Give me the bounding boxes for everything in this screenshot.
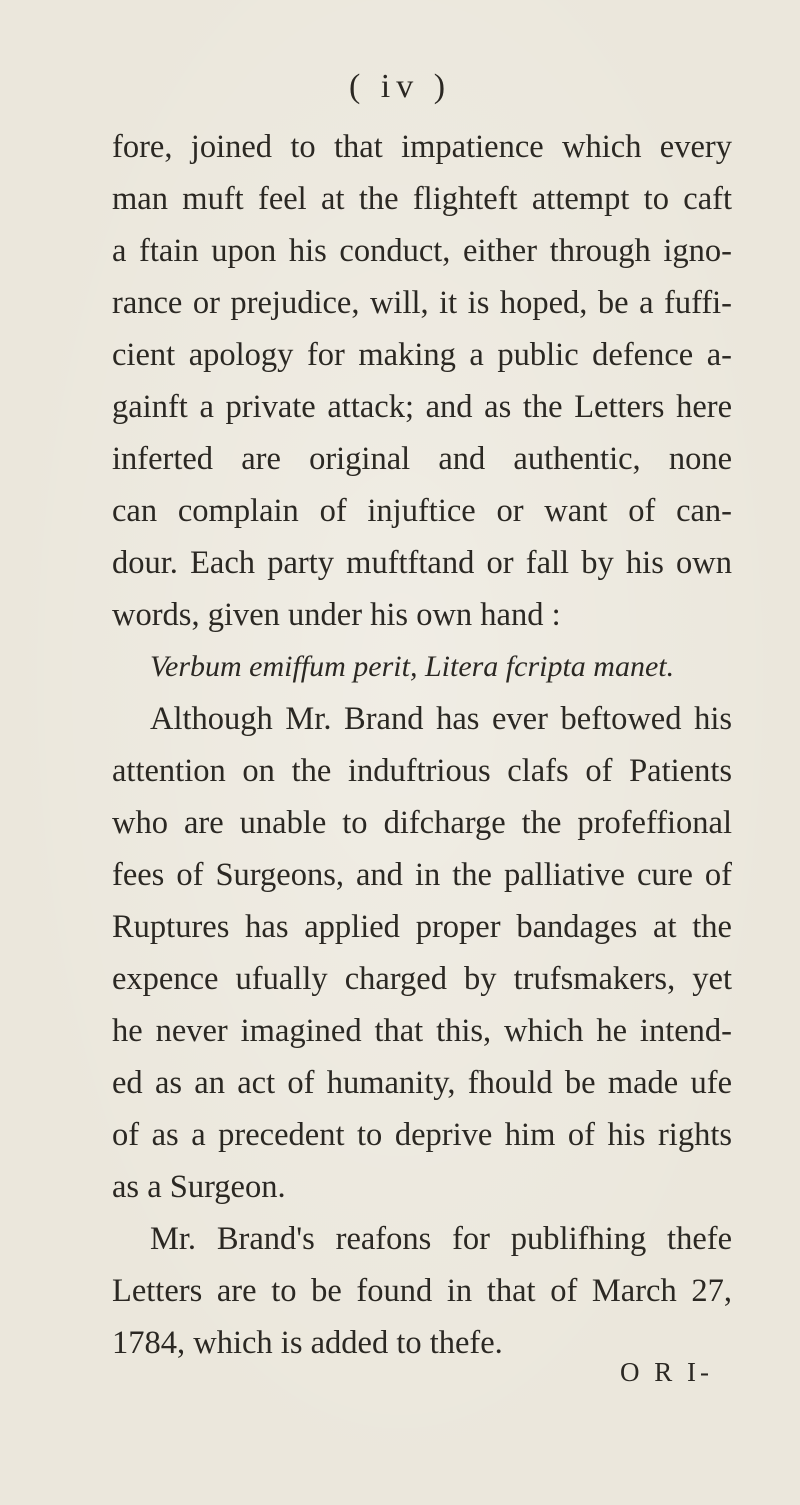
text-line: fees of Surgeons, and in the palliative cure of — [112, 857, 732, 893]
text-line: cient apology for making a public defence a- — [112, 337, 732, 373]
catchword: O R I- — [620, 1357, 713, 1387]
text-line: attention on the induftrious clafs of Patients — [112, 753, 732, 789]
text-line: gainft a private attack; and as the Letters here — [112, 389, 732, 425]
text-line: Letters are to be found in that of March 27, — [112, 1273, 732, 1309]
text-line: can complain of injuftice or want of can- — [112, 493, 732, 529]
text-line: he never imagined that this, which he intend- — [112, 1013, 732, 1049]
page-number-header: ( iv ) — [348, 68, 452, 105]
text-line: dour. Each party muftftand or fall by his own — [112, 545, 732, 581]
text-line: fore, joined to that impatience which every — [112, 129, 732, 165]
text-line: man muft feel at the flighteft attempt to caft — [112, 181, 732, 217]
latin-motto: Verbum emiffum perit, Litera fcripta manet. — [150, 650, 675, 683]
text-line: Although Mr. Brand has ever beftowed his — [150, 701, 732, 737]
text-line: as a Surgeon. — [112, 1169, 286, 1205]
text-line: Mr. Brand's reafons for publifhing thefe — [150, 1221, 732, 1257]
text-line: words, given under his own hand : — [112, 597, 561, 633]
text-line: expence ufually charged by trufsmakers, yet — [112, 961, 732, 997]
body-text — [112, 121, 732, 1369]
text-line: a ftain upon his conduct, either through igno- — [112, 233, 732, 269]
text-line: who are unable to difcharge the profeffional — [112, 805, 732, 841]
text-line: of as a precedent to deprive him of his rights — [112, 1117, 732, 1153]
text-line: rance or prejudice, will, it is hoped, be a fuffi- — [112, 285, 732, 321]
text-line: Ruptures has applied proper bandages at the — [112, 909, 732, 945]
text-line: ed as an act of humanity, fhould be made ufe — [112, 1065, 732, 1101]
text-line: 1784, which is added to thefe. — [112, 1325, 503, 1361]
text-line: inferted are original and authentic, none — [112, 441, 732, 477]
